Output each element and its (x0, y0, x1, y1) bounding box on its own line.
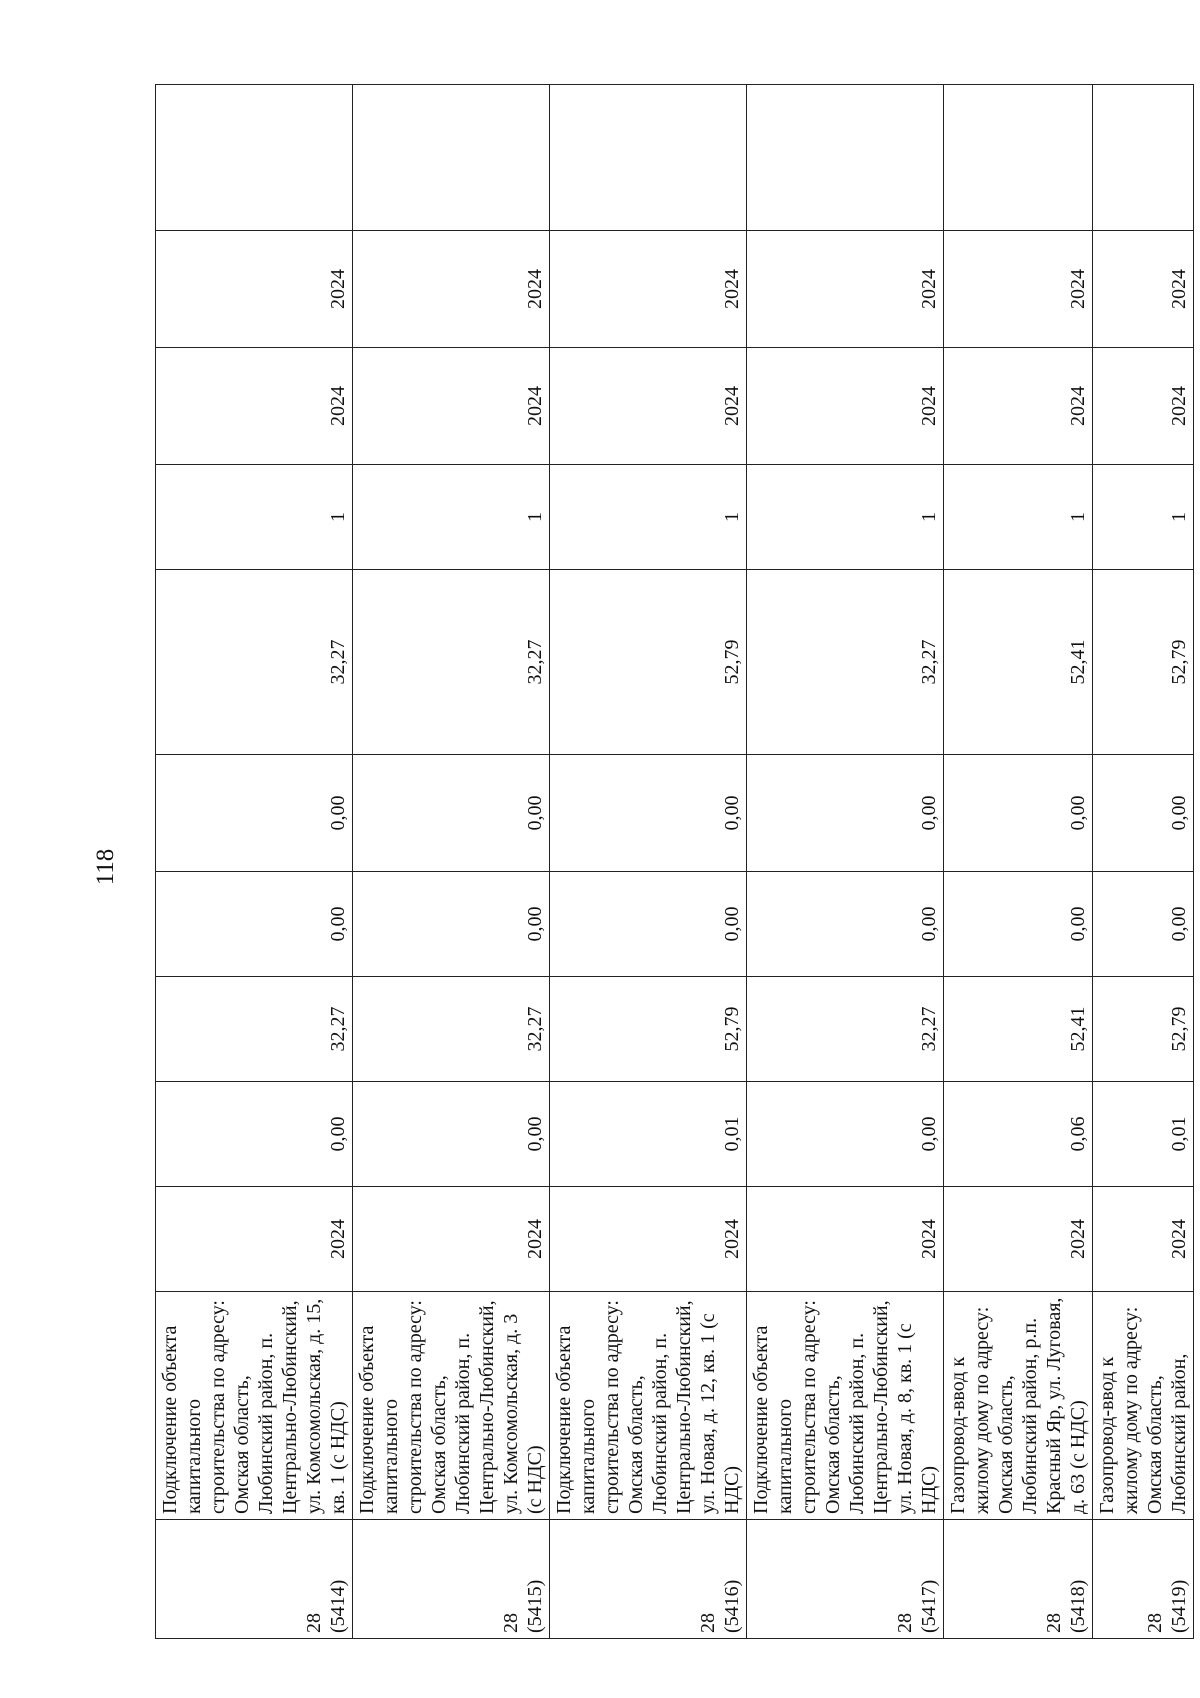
table-row (944, 85, 1093, 1639)
description-cell: Подключение объекта капитального строительства по адресу: Омская область, Любинский район, п. Центрально-Любинский, ул. Новая, д. 12, кв. 1 (с НДС) (550, 1292, 747, 1520)
row-id-cell (747, 1520, 944, 1639)
table-row (747, 85, 944, 1639)
value-cell-1: 0,00 (353, 1082, 550, 1187)
value-cell-2: 52,79 (1093, 977, 1194, 1082)
value-cell-2: 32,27 (747, 977, 944, 1082)
value-cell-6: 1 (550, 465, 747, 570)
row-code: (5417) (918, 1579, 940, 1633)
value-cell-6: 1 (156, 465, 353, 570)
value-cell-4: 0,00 (944, 755, 1093, 872)
description-cell: Подключение объекта капитального строительства по адресу: Омская область, Любинский район, п. Центрально-Любинский, ул. Комсомольская, д. 3 (с НДС) (353, 1292, 550, 1520)
table-row (550, 85, 747, 1639)
row-id-cell (944, 1520, 1093, 1639)
empty-cell (156, 85, 353, 231)
value-cell-7: 2024 (550, 348, 747, 465)
value-cell-6: 1 (353, 465, 550, 570)
empty-cell (353, 85, 550, 231)
value-cell-8: 2024 (353, 231, 550, 348)
data-table-region (155, 85, 1190, 1639)
value-cell-5: 32,27 (353, 570, 550, 755)
value-cell-6: 1 (1093, 465, 1194, 570)
table-row (1093, 85, 1194, 1639)
value-cell-1: 0,01 (550, 1082, 747, 1187)
value-cell-4: 0,00 (550, 755, 747, 872)
empty-cell (944, 85, 1093, 231)
value-cell-1: 0,06 (944, 1082, 1093, 1187)
value-cell-4: 0,00 (1093, 755, 1194, 872)
empty-cell (747, 85, 944, 231)
start-year-cell: 2024 (1093, 1187, 1194, 1292)
table-row (156, 85, 353, 1639)
value-cell-7: 2024 (747, 348, 944, 465)
row-code: (5419) (1168, 1579, 1190, 1633)
value-cell-7: 2024 (944, 348, 1093, 465)
value-cell-1: 0,00 (156, 1082, 353, 1187)
row-number: 28 (894, 1613, 916, 1633)
table-body (156, 85, 1194, 1639)
value-cell-1: 0,00 (747, 1082, 944, 1187)
value-cell-2: 52,79 (550, 977, 747, 1082)
start-year-cell: 2024 (550, 1187, 747, 1292)
value-cell-5: 52,79 (1093, 570, 1194, 755)
row-number: 28 (500, 1613, 522, 1633)
row-code: (5418) (1067, 1579, 1089, 1633)
row-number: 28 (1144, 1613, 1166, 1633)
description-cell: Газопровод-ввод к жилому дому по адресу: Омская область, Любинский район, (1093, 1292, 1194, 1520)
value-cell-3: 0,00 (944, 872, 1093, 977)
description-cell: Подключение объекта капитального строительства по адресу: Омская область, Любинский район, п. Центрально-Любинский, ул. Новая, д. 8, кв. 1 (с НДС) (747, 1292, 944, 1520)
value-cell-3: 0,00 (353, 872, 550, 977)
description-cell: Газопровод-ввод к жилому дому по адресу: Омская область, Любинский район, р.п. Красный Яр, ул. Луговая, д. 63 (с НДС) (944, 1292, 1093, 1520)
value-cell-8: 2024 (944, 231, 1093, 348)
start-year-cell: 2024 (747, 1187, 944, 1292)
value-cell-3: 0,00 (550, 872, 747, 977)
row-number: 28 (697, 1613, 719, 1633)
value-cell-8: 2024 (550, 231, 747, 348)
row-code: (5414) (327, 1579, 349, 1633)
row-code: (5415) (524, 1579, 546, 1633)
value-cell-7: 2024 (156, 348, 353, 465)
value-cell-8: 2024 (747, 231, 944, 348)
value-cell-5: 52,41 (944, 570, 1093, 755)
table-row (353, 85, 550, 1639)
row-id-cell (550, 1520, 747, 1639)
empty-cell (550, 85, 747, 231)
row-id-cell (353, 1520, 550, 1639)
value-cell-2: 32,27 (353, 977, 550, 1082)
value-cell-5: 32,27 (747, 570, 944, 755)
value-cell-8: 2024 (1093, 231, 1194, 348)
row-number: 28 (1043, 1613, 1065, 1633)
value-cell-1: 0,01 (1093, 1082, 1194, 1187)
value-cell-4: 0,00 (353, 755, 550, 872)
row-id-cell (156, 1520, 353, 1639)
value-cell-2: 32,27 (156, 977, 353, 1082)
value-cell-3: 0,00 (747, 872, 944, 977)
value-cell-2: 52,41 (944, 977, 1093, 1082)
value-cell-8: 2024 (156, 231, 353, 348)
empty-cell (1093, 85, 1194, 231)
start-year-cell: 2024 (156, 1187, 353, 1292)
value-cell-7: 2024 (1093, 348, 1194, 465)
value-cell-7: 2024 (353, 348, 550, 465)
value-cell-4: 0,00 (156, 755, 353, 872)
row-id-cell (1093, 1520, 1194, 1639)
start-year-cell: 2024 (353, 1187, 550, 1292)
data-table (155, 84, 1194, 1639)
value-cell-5: 32,27 (156, 570, 353, 755)
row-number: 28 (303, 1613, 325, 1633)
value-cell-3: 0,00 (156, 872, 353, 977)
value-cell-4: 0,00 (747, 755, 944, 872)
value-cell-6: 1 (944, 465, 1093, 570)
page-number: 118 (92, 848, 119, 886)
start-year-cell: 2024 (944, 1187, 1093, 1292)
rotated-table-container (155, 85, 1190, 1639)
value-cell-3: 0,00 (1093, 872, 1194, 977)
description-cell: Подключение объекта капитального строительства по адресу: Омская область, Любинский район, п. Центрально-Любинский, ул. Комсомольская, д. 15, кв. 1 (с НДС) (156, 1292, 353, 1520)
value-cell-5: 52,79 (550, 570, 747, 755)
row-code: (5416) (721, 1579, 743, 1633)
value-cell-6: 1 (747, 465, 944, 570)
